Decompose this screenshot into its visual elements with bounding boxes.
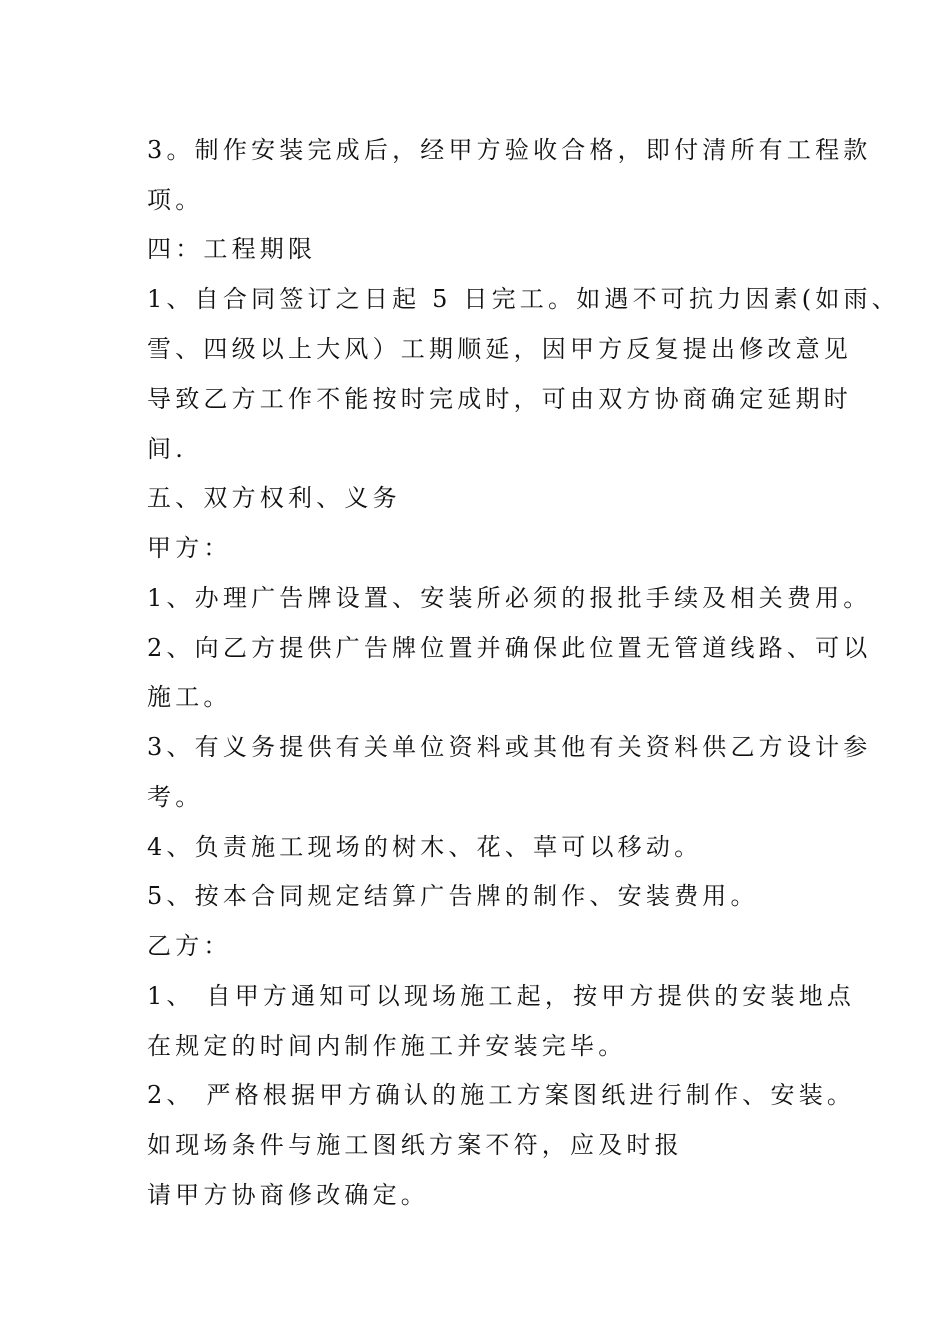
text-line: 1、自合同签订之日起 5 日完工。如遇不可抗力因素(如雨、	[147, 285, 900, 313]
text-line: 3、有义务提供有关单位资料或其他有关资料供乙方设计参	[147, 733, 872, 761]
section-heading: 五、双方权利、义务	[147, 484, 401, 512]
text-line: 导致乙方工作不能按时完成时，可由双方协商确定延期时	[147, 385, 852, 413]
text-line: 如现场条件与施工图纸方案不符，应及时报	[147, 1131, 683, 1159]
party-heading: 乙方：	[147, 932, 232, 960]
text-line: 施工。	[147, 683, 232, 711]
text-line: 2、 严格根据甲方确认的施工方案图纸进行制作、安装。	[147, 1081, 856, 1109]
text-line: 1、办理广告牌设置、安装所必须的报批手续及相关费用。	[147, 584, 872, 612]
text-line: 4、负责施工现场的树木、花、草可以移动。	[147, 833, 703, 861]
text-line: 5、按本合同规定结算广告牌的制作、安装费用。	[147, 882, 759, 910]
text-line: 请甲方协商修改确定。	[147, 1181, 429, 1209]
party-heading: 甲方：	[147, 534, 232, 562]
section-heading: 四：工程期限	[147, 235, 317, 263]
text-line: 项。	[147, 186, 204, 214]
text-line: 3。制作安装完成后，经甲方验收合格，即付清所有工程款	[147, 136, 872, 164]
text-line: 考。	[147, 783, 204, 811]
text-line: 2、向乙方提供广告牌位置并确保此位置无管道线路、可以	[147, 634, 872, 662]
text-line: 间.	[147, 435, 188, 463]
text-line: 雪、四级以上大风）工期顺延，因甲方反复提出修改意见	[147, 335, 852, 363]
text-line: 在规定的时间内制作施工并安装完毕。	[147, 1032, 627, 1060]
text-line: 1、 自甲方通知可以现场施工起，按甲方提供的安装地点	[147, 982, 856, 1010]
